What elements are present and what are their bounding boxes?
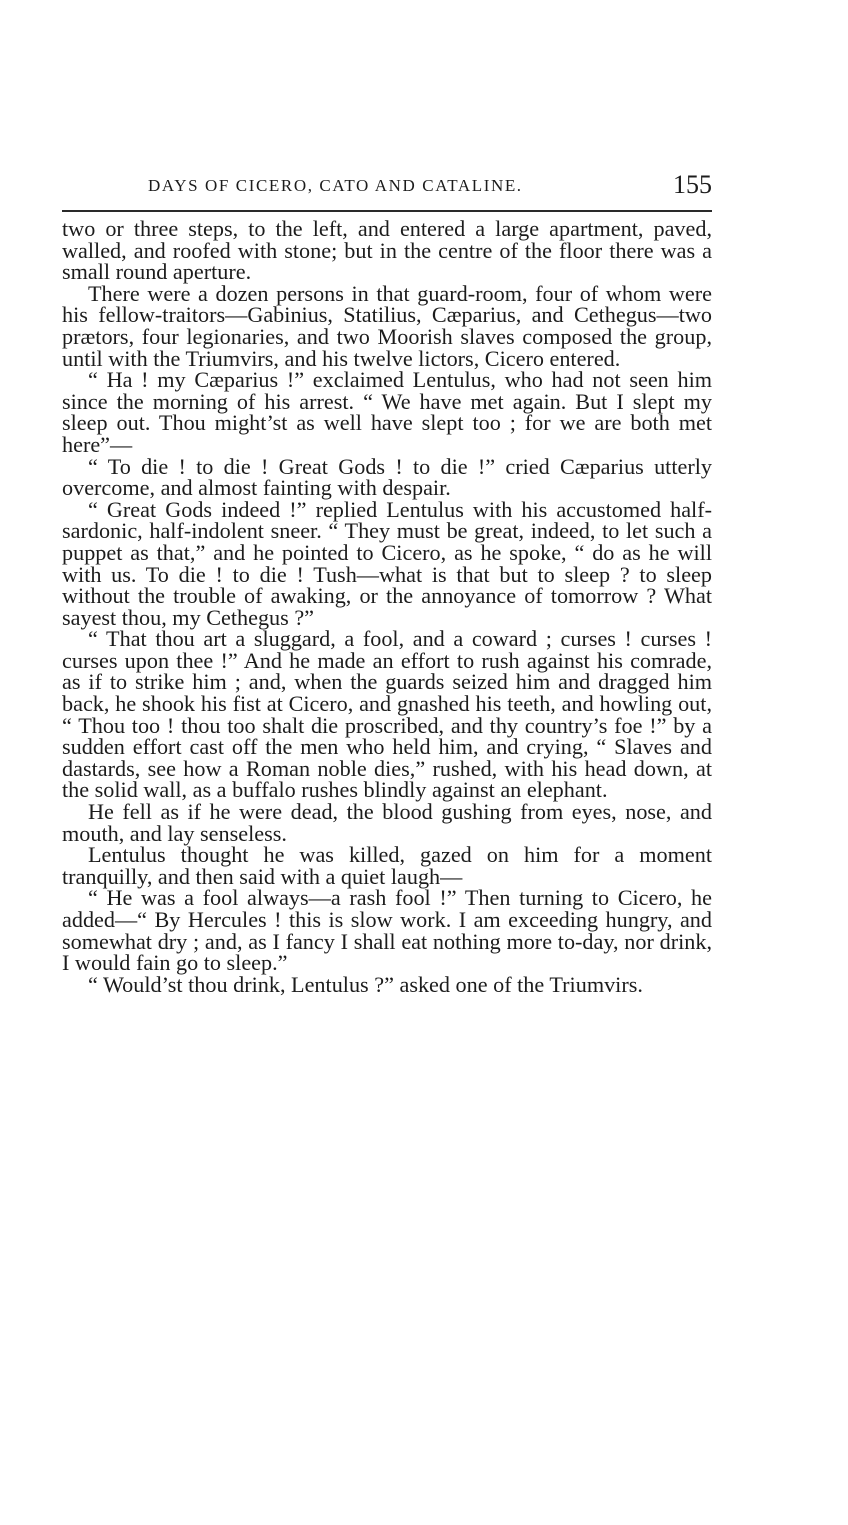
page-number: 155 (673, 170, 712, 199)
paragraph: “ He was a fool always—a rash fool !” Then turning to Cicero, he added—“ By Hercules ! this is slow work. I am exceeding hungry, and somewhat dry ; and, as I fancy I shall eat nothing more to-day, nor drink, I would fain go to sleep.” (62, 885, 712, 976)
book-page (62, 170, 712, 995)
paragraph: “ Great Gods indeed !” replied Lentulus with his accustomed half-sardonic, half-indolent sneer. “ They must be great, indeed, to let such a puppet as that,” and he pointed to Cicero, as he spoke, “ do as he will with us. To die ! to die ! Tush—what is that but to sleep ? to sleep without the trouble of awaking, or the annoyance of tomorrow ? What sayest thou, my Cethegus ?” (62, 496, 712, 630)
paragraph: “ To die ! to die ! Great Gods ! to die !” cried Cæparius utterly overcome, and almost fainting with despair. (62, 453, 712, 501)
running-title: DAYS OF CICERO, CATO AND CATALINE. (148, 176, 523, 195)
paragraph: “ That thou art a sluggard, a fool, and a coward ; curses ! curses ! curses upon thee !” And he made an effort to rush against his comrade, as if to strike him ; and, when the guards seized him and dragged him back, he shook his fist at Cicero, and gnashed his teeth, and howling out, “ Thou too ! thou too shalt die proscribed, and thy country’s foe !” by a sudden effort cast off the men who held him, and crying, “ Slaves and dastards, see how a Roman noble dies,” rushed, with his head down, at the solid wall, as a buffalo rushes blindly against an elephant. (62, 626, 712, 803)
paragraph: two or three steps, to the left, and entered a large apartment, paved, walled, and roofed with stone; but in the centre of the floor there was a small round aperture. (62, 216, 712, 285)
body-text (62, 218, 712, 995)
running-head (62, 170, 712, 204)
paragraph: Lentulus thought he was killed, gazed on him for a moment tranquilly, and then said with a quiet laugh— (62, 842, 712, 889)
header-rule (62, 210, 712, 212)
paragraph: “ Would’st thou drink, Lentulus ?” asked one of the Triumvirs. (88, 971, 643, 997)
paragraph: “ Ha ! my Cæparius !” exclaimed Lentulus, who had not seen him since the morning of his arrest. “ We have met again. But I slept my sleep out. Thou might’st as well have slept too ; for we are both met here”— (62, 367, 712, 457)
paragraph: There were a dozen persons in that guard-room, four of whom were his fellow-traitors—Gabinius, Statilius, Cæparius, and Cethegus—two prætors, four legionaries, and two Moorish slaves composed the group, until with the Triumvirs, and his twelve lictors, Cicero entered. (62, 280, 712, 371)
paragraph: He fell as if he were dead, the blood gushing from eyes, nose, and mouth, and lay senseless. (62, 799, 712, 846)
